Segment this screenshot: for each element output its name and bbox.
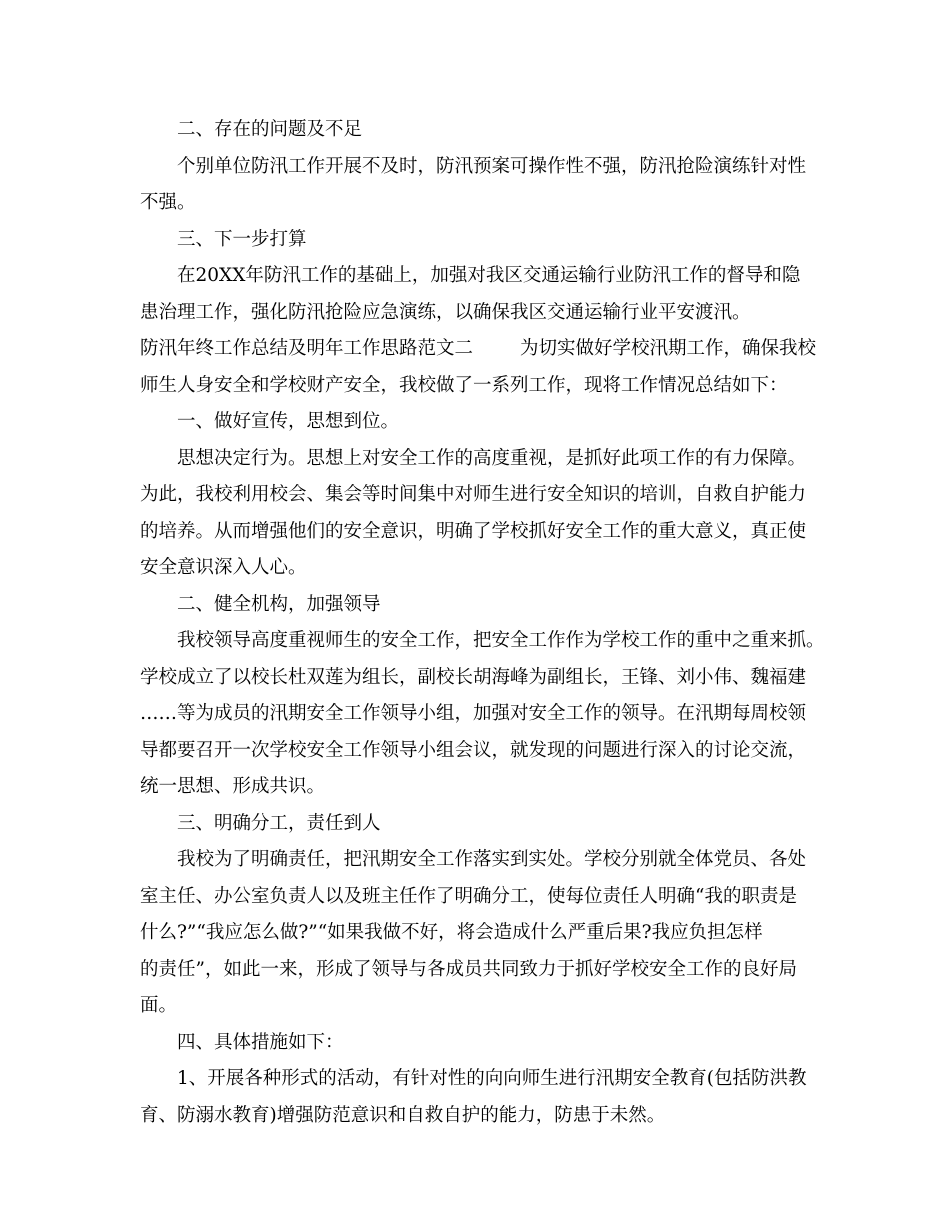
- text-line: 育、防溺水教育)增强防范意识和自救自护的能力，防患于未然。: [140, 1104, 666, 1126]
- text-line: 我校为了明确责任，把汛期安全工作落实到实处。学校分别就全体党员、各处: [177, 849, 807, 870]
- text-line: 个别单位防汛工作开展不及时，防汛预案可操作性不强，防汛抢险演练针对性: [177, 155, 807, 177]
- text-line: 为此，我校利用校会、集会等时间集中对师生进行安全知识的培训，自救自护能力: [140, 484, 807, 505]
- text-line: 1、开展各种形式的活动，有针对性的向向师生进行汛期安全教育(包括防洪教: [177, 1068, 807, 1089]
- text-line: 二、存在的问题及不足: [177, 119, 363, 140]
- text-line: 患治理工作，强化防汛抢险应急演练，以确保我区交通运输行业平安渡汛。: [140, 301, 751, 323]
- text-line: 师生人身安全和学校财产安全，我校做了一系列工作，现将工作情况总结如下：: [140, 374, 788, 396]
- document-body: [140, 112, 825, 1134]
- text-line: 什么?”“我应怎么做?”“如果我做不好，将会造成什么严重后果?我应负担怎样: [140, 922, 763, 943]
- text-line: 室主任、办公室负责人以及班主任作了明确分工，使每位责任人明确“我的职责是: [140, 885, 797, 907]
- text-line: 我校领导高度重视师生的安全工作，把安全工作作为学校工作的重中之重来抓。: [177, 630, 825, 651]
- text-line: 防汛年终工作总结及明年工作思路范文二 为切实做好学校汛期工作，确保我校: [140, 338, 817, 359]
- text-line: 的责任”，如此一来，形成了领导与各成员共同致力于抓好学校安全工作的良好局: [140, 958, 797, 980]
- text-line: ……等为成员的汛期安全工作领导小组，加强对安全工作的领导。在汛期每周校领: [140, 703, 807, 724]
- text-line: 统一思想、形成共识。: [140, 776, 326, 797]
- text-line: 三、明确分工，责任到人: [177, 812, 381, 834]
- text-line: 二、健全机构，加强领导: [177, 593, 381, 615]
- text-line: 一、做好宣传，思想到位。: [177, 411, 400, 432]
- text-line: 三、下一步打算: [177, 228, 307, 250]
- text-line: 四、具体措施如下：: [177, 1031, 344, 1053]
- text-line: 学校成立了以校长杜双莲为组长，副校长胡海峰为副组长，王锋、刘小伟、魏福建: [140, 666, 807, 688]
- text-line: 在20XX年防汛工作的基础上，加强对我区交通运输行业防汛工作的督导和隐: [177, 265, 801, 286]
- text-line: 不强。: [140, 192, 196, 213]
- text-line: 导都要召开一次学校安全工作领导小组会议，就发现的问题进行深入的讨论交流，: [140, 739, 807, 761]
- text-line: 思想决定行为。思想上对安全工作的高度重视，是抓好此项工作的有力保障。: [177, 447, 807, 469]
- text-line: 安全意识深入人心。: [140, 557, 307, 578]
- text-line: 的培养。从而增强他们的安全意识，明确了学校抓好安全工作的重大意义，真正使: [140, 520, 807, 542]
- text-line: 面。: [140, 995, 178, 1016]
